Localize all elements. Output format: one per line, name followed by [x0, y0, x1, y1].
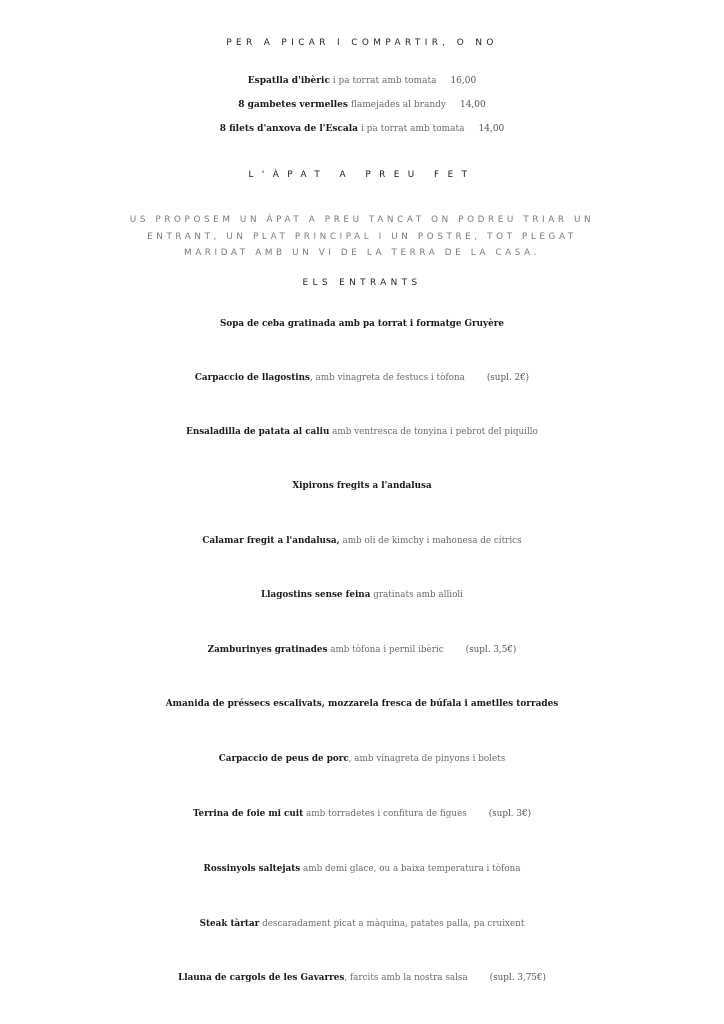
entrant-item: [0, 423, 724, 441]
entrant-supplement: (supl. 3,5€): [465, 645, 517, 655]
picar-item-price: 14,00: [459, 100, 486, 110]
picar-item-name: Espatlla d'ibèric: [247, 76, 330, 86]
picar-item-price: 14,00: [478, 124, 505, 134]
entrant-supplement: (supl. 2€): [486, 373, 530, 383]
entrants-heading: ELS ENTRANTS: [302, 278, 422, 288]
entrant-desc: amb tòfona i pernil ibèric: [327, 645, 444, 655]
entrant-name: Llauna de cargols de les Gavarres: [178, 973, 345, 983]
entrant-item: [0, 969, 724, 987]
entrant-item: [0, 369, 724, 387]
entrant-item: [0, 915, 724, 933]
apat-intro-line: MARIDAT AMB UN VI DE LA TERRA DE LA CASA.: [184, 248, 540, 258]
entrant-desc: amb oli de kimchy i mahonesa de cítrics: [339, 536, 522, 546]
entrant-item: [0, 695, 724, 713]
entrant-desc: gratinats amb allioli: [370, 590, 463, 600]
entrant-item: [0, 586, 724, 604]
entrant-desc: , amb vinagreta de pinyons i bolets: [348, 754, 506, 764]
entrant-name: Calamar fregit a l'andalusa,: [202, 536, 340, 546]
picar-item-desc: flamejades al brandy: [347, 100, 446, 110]
entrant-supplement: (supl. 3€): [488, 809, 532, 819]
picar-item: [0, 121, 724, 137]
entrant-name: Steak tàrtar: [199, 919, 260, 929]
entrant-desc: amb demi glace, ou a baixa temperatura i tòfona: [300, 864, 521, 874]
entrant-supplement: (supl. 3,75€): [489, 973, 546, 983]
entrant-name: Llagostins sense feina: [261, 590, 371, 600]
entrant-name: Xipirons fregits a l'andalusa: [292, 481, 432, 491]
entrant-name: Terrina de foie mi cuit: [192, 809, 304, 819]
entrant-desc: descaradament picat a màquina, patates palla, pa cruixent: [259, 919, 525, 929]
picar-heading: PER A PICAR I COMPARTIR, O NO: [226, 38, 498, 48]
entrant-item: [0, 315, 724, 333]
entrant-name: Ensaladilla de patata al caliu: [186, 427, 330, 437]
entrant-name: Carpaccio de llagostins: [194, 373, 310, 383]
entrant-name: Rossinyols saltejats: [203, 864, 301, 874]
picar-item-price: 16,00: [450, 76, 477, 86]
entrant-name: Zamburinyes gratinades: [207, 645, 328, 655]
entrant-name: Amanida de préssecs escalivats, mozzarela fresca de búfala i ametlles torrades: [165, 699, 559, 709]
entrant-item: [0, 805, 724, 823]
entrant-name: Sopa de ceba gratinada amb pa torrat i formatge Gruyère: [220, 319, 504, 329]
entrant-desc: , amb vinagreta de festucs i tòfona: [309, 373, 465, 383]
apat-intro-line: US PROPOSEM UN ÀPAT A PREU TANCAT ON PODREU TRIAR UN: [129, 215, 595, 225]
picar-item: [0, 73, 724, 89]
entrant-desc: amb ventresca de tonyina i pebrot del piquillo: [329, 427, 538, 437]
entrant-item: [0, 860, 724, 878]
apat-intro: [0, 212, 724, 262]
picar-item-name: 8 gambetes vermelles: [238, 100, 348, 110]
entrant-item: [0, 532, 724, 550]
picar-item-desc: i pa torrat amb tomata: [357, 124, 465, 134]
entrant-item: [0, 750, 724, 768]
entrant-name: Carpaccio de peus de porc: [218, 754, 349, 764]
picar-item: [0, 97, 724, 113]
picar-item-name: 8 filets d'anxova de l'Escala: [219, 124, 358, 134]
apat-title: L'ÀPAT A PREU FET: [248, 170, 476, 180]
picar-item-desc: i pa torrat amb tomata: [329, 76, 437, 86]
entrant-desc: , farcits amb la nostra salsa: [344, 973, 468, 983]
entrant-item: [0, 477, 724, 495]
entrant-item: [0, 641, 724, 659]
apat-intro-line: ENTRANT, UN PLAT PRINCIPAL I UN POSTRE, TOT PLEGAT: [147, 231, 577, 242]
entrant-desc: amb torradetes i confitura de figues: [303, 809, 467, 819]
